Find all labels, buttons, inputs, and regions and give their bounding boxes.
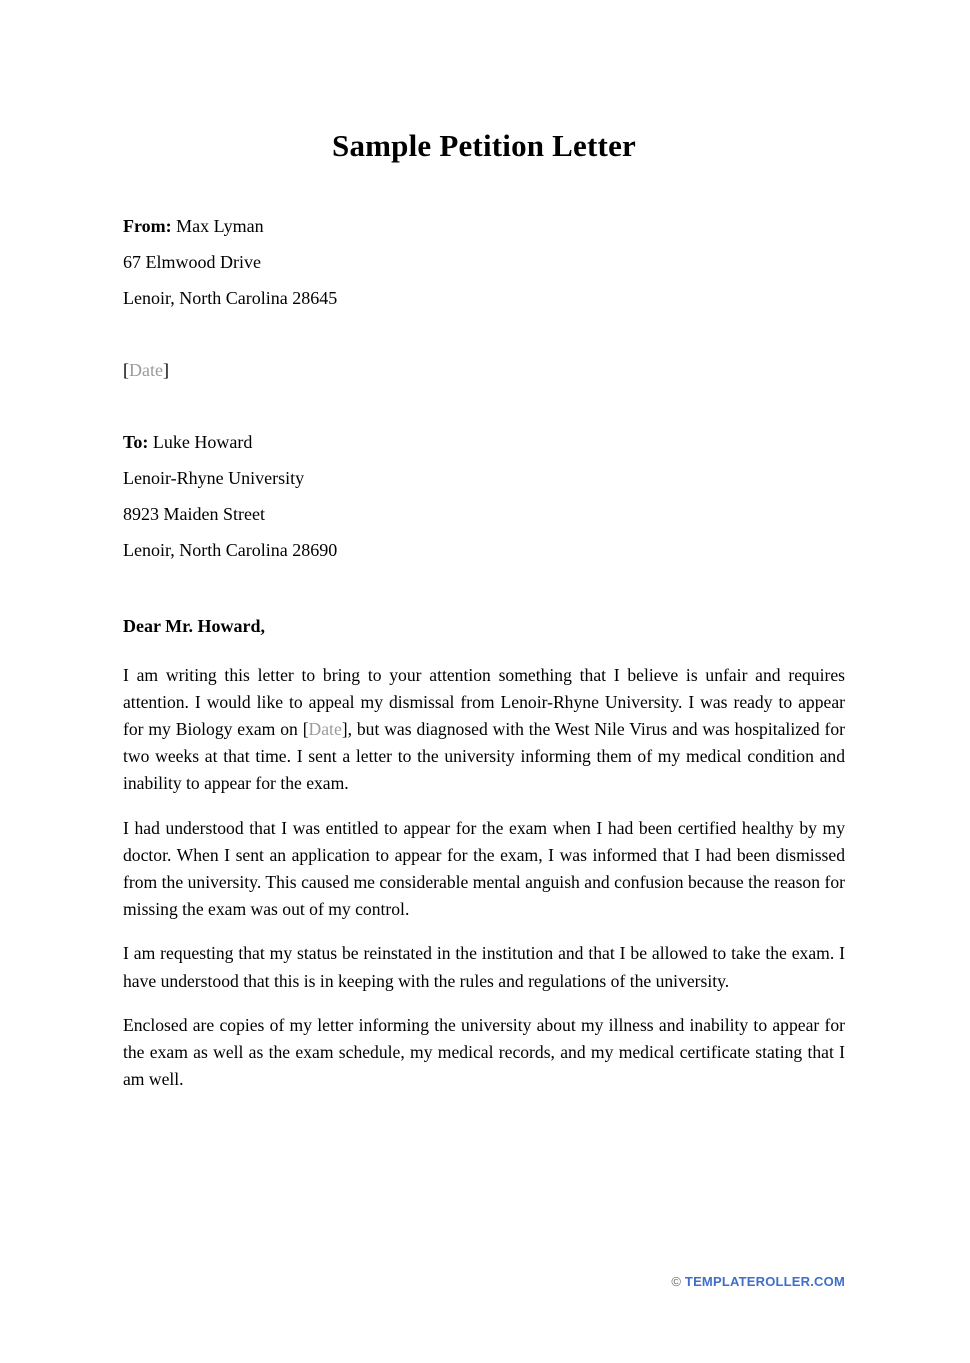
body-paragraph-3: I am requesting that my status be reinstated in the institution and that I be allowed to take the exam. I have understood that this is in keeping with the rules and regulations of the university. — [123, 943, 845, 991]
salutation: Dear Mr. Howard, — [123, 615, 265, 636]
bracket-open: [ — [123, 359, 129, 380]
paragraph-1-text-before-date: I am writing this letter to bring to your attention something that I believe is unfair and requires attention. I would like to appeal my dismissal from Lenoir-Rhyne University. I was ready to appear for my Biology exam on — [123, 664, 845, 740]
sender-address-block — [123, 208, 845, 316]
sender-name-line — [123, 208, 845, 244]
recipient-city-state-zip: Lenoir, North Carolina 28690 — [123, 539, 338, 560]
recipient-name-line — [123, 424, 845, 460]
date-placeholder — [123, 352, 845, 388]
watermark-text: TEMPLATEROLLER.COM — [684, 1274, 845, 1289]
paragraph-1-text-after-date: , but was diagnosed with the West Nile Virus and was hospitalized for two weeks at that time. I sent a letter to the university informing them of my medical condition and inability to appear for the exam. — [123, 719, 845, 794]
bracket-close: ] — [162, 359, 169, 380]
letter-body — [123, 0, 845, 1093]
recipient-street: 8923 Maiden Street — [123, 503, 265, 524]
inline-date-placeholder-text: Date — [308, 719, 342, 740]
body-paragraph-4: Enclosed are copies of my letter informing the university about my illness and inability to appear for the exam as well as the exam schedule, my medical records, and my medical certificate stating that I am well. — [123, 1014, 845, 1090]
recipient-organization: Lenoir-Rhyne University — [123, 467, 305, 488]
inline-bracket-open: [ — [302, 719, 309, 740]
to-label: To: — [123, 431, 149, 452]
copyright-icon: © — [671, 1274, 682, 1289]
recipient-address-block — [123, 424, 845, 568]
sender-city-state-zip: Lenoir, North Carolina 28645 — [123, 287, 338, 308]
recipient-name: Luke Howard — [152, 431, 253, 452]
sender-name: Max Lyman — [176, 215, 264, 236]
inline-date-placeholder — [303, 719, 348, 739]
body-paragraph-1 — [123, 662, 845, 798]
page-title: Sample Petition Letter — [332, 128, 636, 163]
body-paragraph-2: I had understood that I was entitled to appear for the exam when I had been certified healthy by my doctor. When I sent an application to appear for the exam, I was informed that I had been dismissed from the university. This caused me considerable mental anguish and confusion because the reason for missing the exam was out of my control. — [123, 817, 845, 920]
watermark-footer — [123, 1274, 845, 1289]
date-block — [123, 352, 845, 388]
date-placeholder-text: Date — [129, 359, 163, 380]
sender-street: 67 Elmwood Drive — [123, 251, 261, 272]
inline-bracket-close: ] — [341, 719, 348, 740]
from-label: From: — [123, 215, 172, 236]
